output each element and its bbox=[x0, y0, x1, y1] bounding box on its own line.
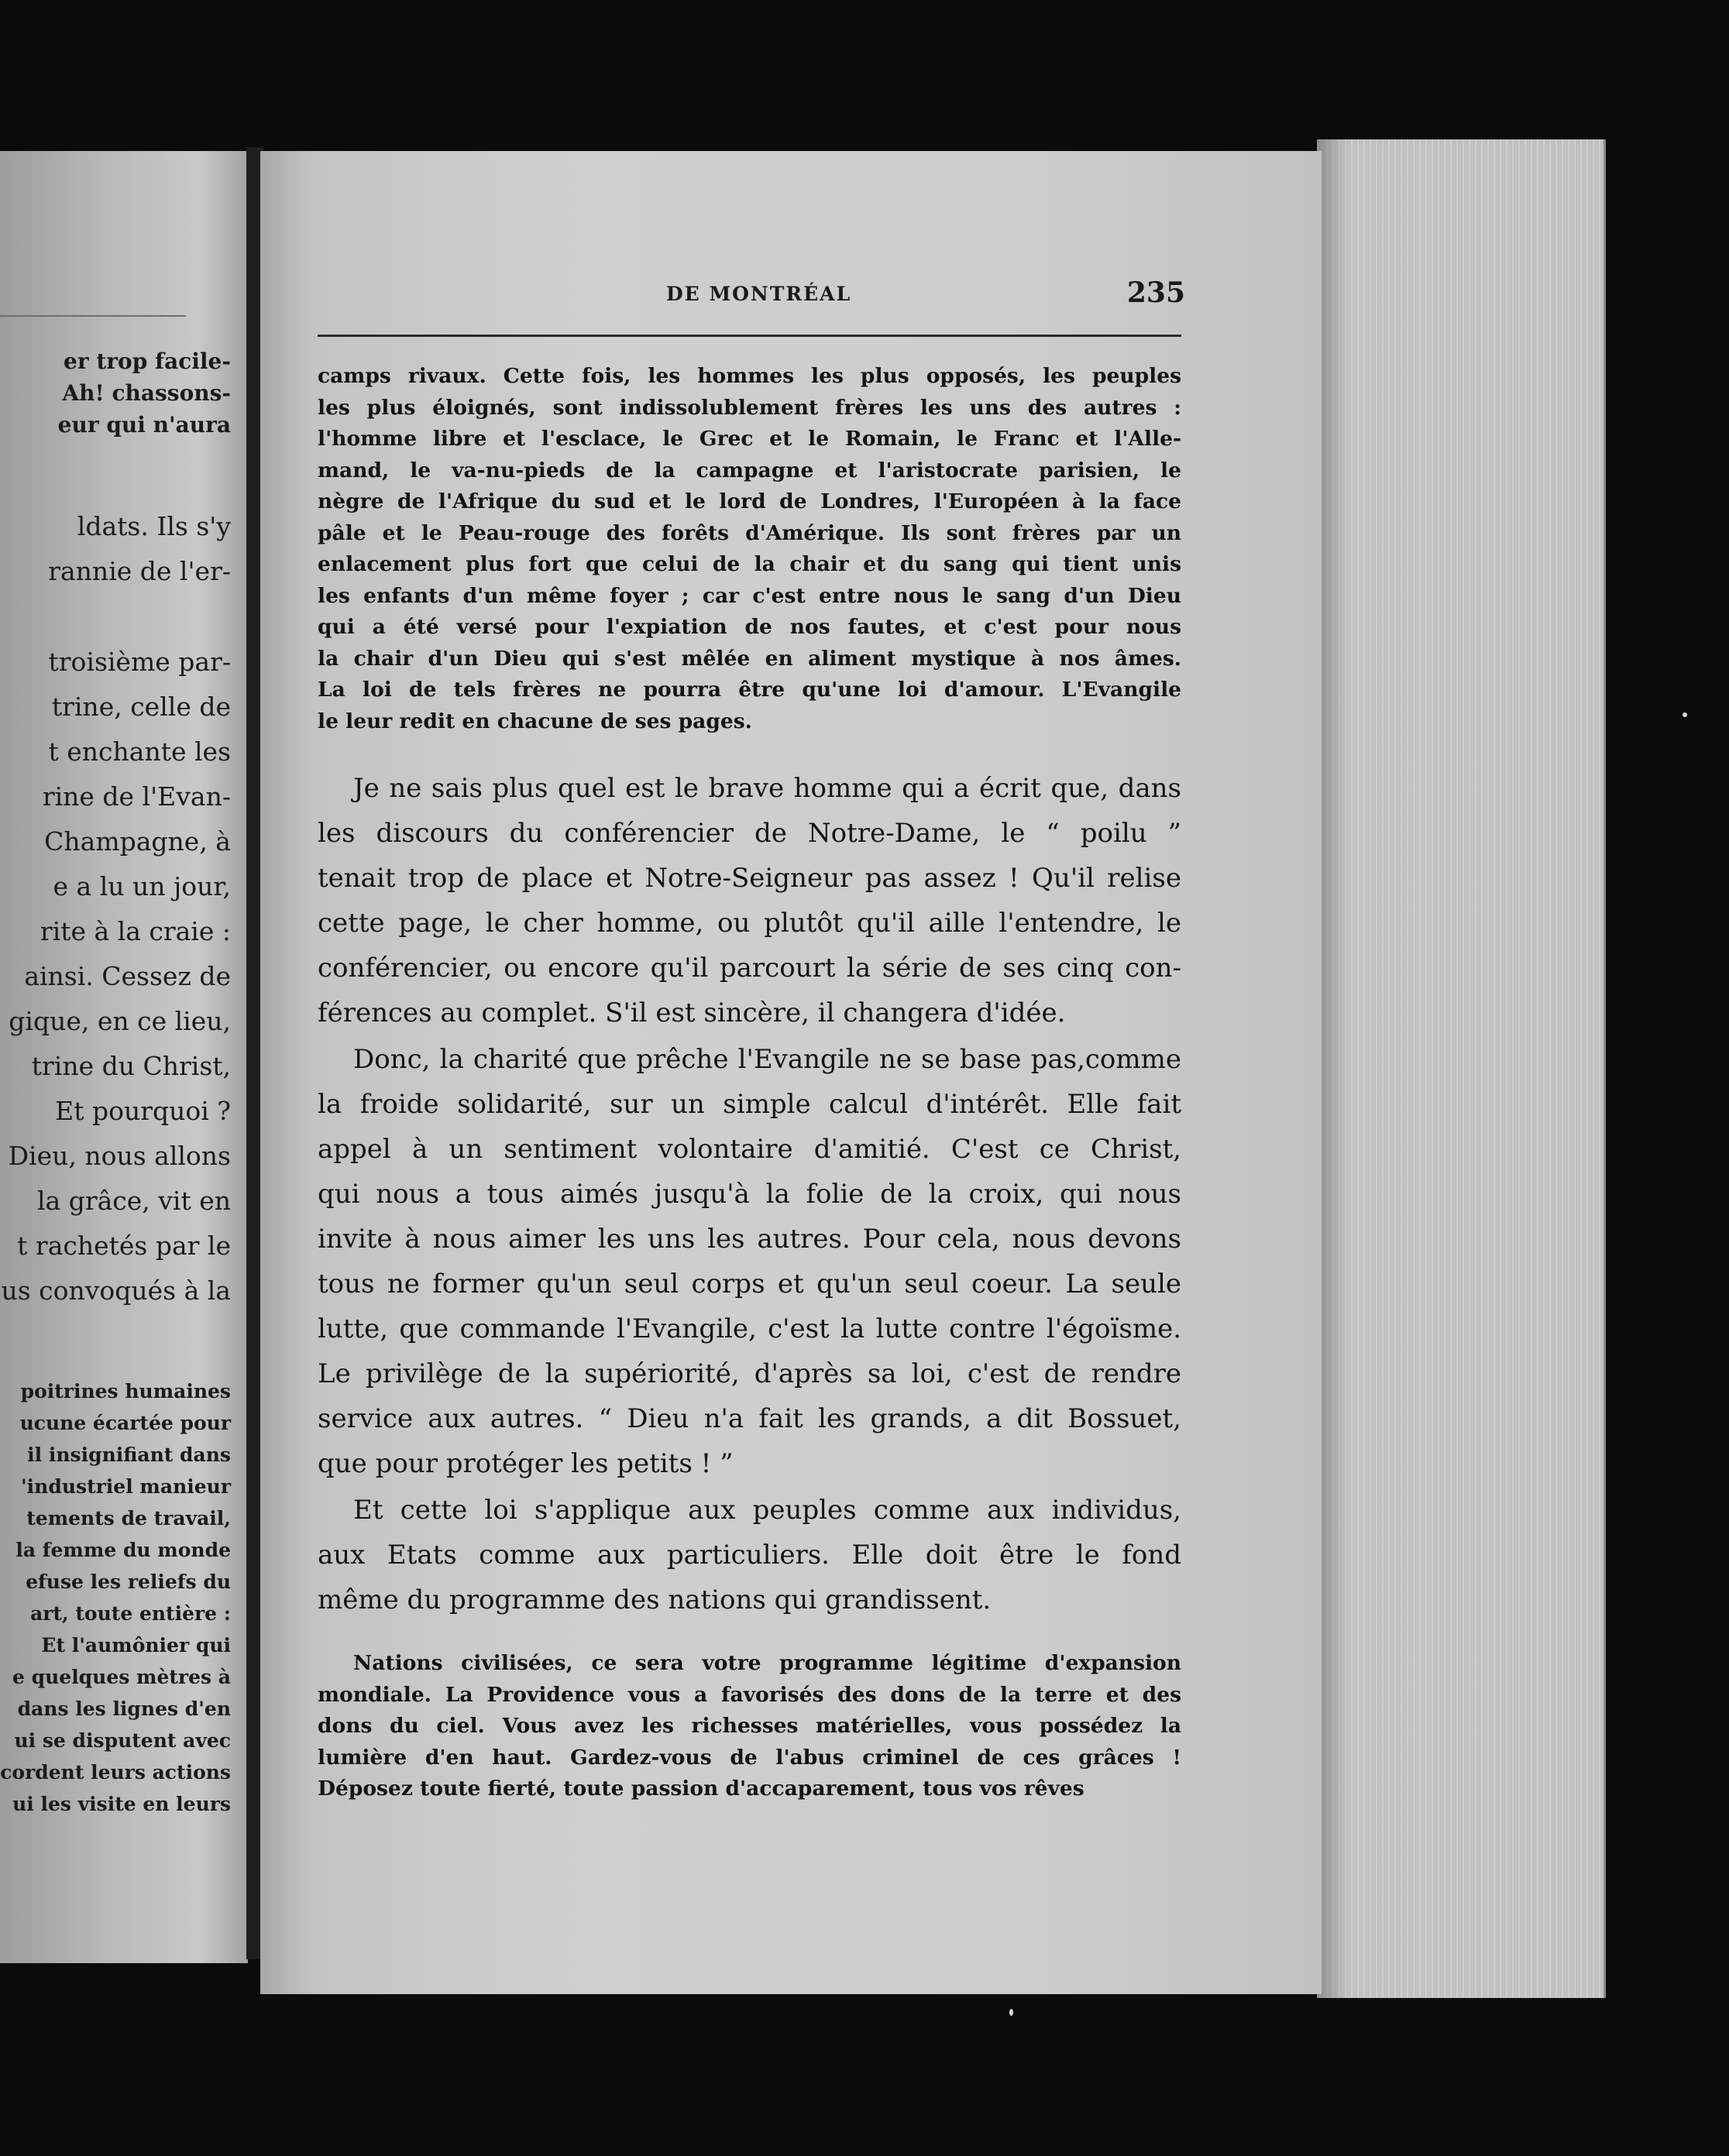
left-page-line: ui les visite en leurs bbox=[12, 1793, 231, 1815]
left-page bbox=[0, 151, 248, 1963]
left-page-line: poitrines humaines bbox=[20, 1380, 231, 1402]
left-page-line: ldats. Ils s'y bbox=[77, 511, 231, 541]
left-page-line: Et pourquoi ? bbox=[55, 1096, 231, 1126]
block2-line: dons du ciel. Vous avez les richesses matérielles, vous possédez la bbox=[318, 1714, 1181, 1738]
page-number: 235 bbox=[1126, 276, 1185, 309]
left-page-line: ucune écartée pour bbox=[19, 1412, 231, 1434]
block2-line: Nations civilisées, ce sera votre programme légitime d'expansion bbox=[353, 1651, 1181, 1675]
left-page-line: efuse les reliefs du bbox=[26, 1571, 231, 1593]
para2-line: invite à nous aimer les uns les autres. Pour cela, nous devons bbox=[318, 1224, 1181, 1255]
para3-line: même du programme des nations qui grandissent. bbox=[318, 1584, 992, 1615]
block1-line: mand, le va-nu-pieds de la campagne et l'aristocrate parisien, le bbox=[318, 458, 1181, 482]
block1-line: camps rivaux. Cette fois, les hommes les plus opposés, les peuples bbox=[318, 364, 1181, 388]
block1-line: le leur redit en chacune de ses pages. bbox=[318, 709, 752, 733]
para1-line: férences au complet. S'il est sincère, il changera d'idée. bbox=[318, 997, 1066, 1028]
dust-speck bbox=[1009, 2009, 1013, 2016]
left-page-line: er trop facile- bbox=[64, 348, 231, 374]
para2-line: que pour protéger les petits ! ” bbox=[318, 1448, 734, 1479]
para2-line: la froide solidarité, sur un simple calcul d'intérêt. Elle fait bbox=[318, 1089, 1181, 1120]
block1-line: enlacement plus fort que celui de la chair et du sang qui tient unis bbox=[318, 552, 1181, 576]
block1-line: La loi de tels frères ne pourra être qu'une loi d'amour. L'Evangile bbox=[318, 678, 1181, 702]
para3-line: aux Etats comme aux particuliers. Elle doit être le fond bbox=[318, 1540, 1181, 1571]
left-page-line: gique, en ce lieu, bbox=[9, 1006, 231, 1036]
block1-line: pâle et le Peau-rouge des forêts d'Amérique. Ils sont frères par un bbox=[318, 520, 1181, 545]
left-page-line: e quelques mètres à bbox=[12, 1666, 231, 1688]
block1-line: qui a été versé pour l'expiation de nos fautes, et c'est pour nous bbox=[318, 615, 1181, 639]
left-page-line: 'industriel manieur bbox=[21, 1475, 231, 1498]
left-page-line: trine du Christ, bbox=[31, 1051, 231, 1081]
para1-line: tenait trop de place et Notre-Seigneur pas assez ! Qu'il relise bbox=[318, 863, 1181, 894]
para1-line: cette page, le cher homme, ou plutôt qu'il aille l'entendre, le bbox=[318, 908, 1181, 939]
block1-line: nègre de l'Afrique du sud et le lord de Londres, l'Européen à la face bbox=[318, 489, 1181, 513]
left-page-line: Champagne, à bbox=[44, 826, 231, 857]
page-header bbox=[318, 276, 1185, 329]
left-page-line: tements de travail, bbox=[26, 1507, 231, 1529]
para1-line: conférencier, ou encore qu'il parcourt la série de ses cinq con- bbox=[318, 953, 1181, 984]
left-page-line: la femme du monde bbox=[15, 1539, 231, 1561]
block1-line: la chair d'un Dieu qui s'est mêlée en aliment mystique à nos âmes. bbox=[318, 646, 1181, 671]
left-page-line: rine de l'Evan- bbox=[42, 781, 231, 812]
para1-line: les discours du conférencier de Notre-Dame, le “ poilu ” bbox=[318, 818, 1181, 849]
left-page-line: t rachetés par le bbox=[17, 1231, 231, 1261]
left-page-line: art, toute entière : bbox=[30, 1602, 231, 1625]
para2-line: tous ne former qu'un seul corps et qu'un seul coeur. La seule bbox=[318, 1269, 1181, 1299]
para2-line: appel à un sentiment volontaire d'amitié. C'est ce Christ, bbox=[318, 1134, 1181, 1165]
left-page-line: trine, celle de bbox=[51, 692, 231, 722]
left-page-line: e a lu un jour, bbox=[53, 871, 231, 901]
left-page-line: eur qui n'aura bbox=[57, 412, 231, 438]
para2-line: service aux autres. “ Dieu n'a fait les grands, a dit Bossuet, bbox=[318, 1403, 1181, 1434]
left-page-line: rite à la craie : bbox=[40, 916, 231, 946]
header-rule bbox=[318, 335, 1181, 337]
left-page-line: cordent leurs actions bbox=[0, 1761, 231, 1784]
block1-line: les plus éloignés, sont indissolublement frères les uns des autres : bbox=[318, 395, 1181, 420]
left-page-line: Dieu, nous allons bbox=[8, 1141, 231, 1171]
left-page-line: Ah! chassons- bbox=[62, 380, 231, 406]
left-page-line: us convoqués à la bbox=[1, 1275, 231, 1306]
para3-line: Et cette loi s'applique aux peuples comme aux individus, bbox=[353, 1495, 1181, 1526]
left-page-line: ui se disputent avec bbox=[14, 1729, 231, 1752]
block2-line: mondiale. La Providence vous a favorisés des dons de la terre et des bbox=[318, 1682, 1181, 1707]
left-page-line: ainsi. Cessez de bbox=[24, 961, 231, 991]
left-page-line: Et l'aumônier qui bbox=[41, 1634, 231, 1656]
left-page-line: troisième par- bbox=[48, 647, 231, 677]
block2-line: Déposez toute fierté, toute passion d'accaparement, tous vos rêves bbox=[318, 1777, 1084, 1801]
para1-line: Je ne sais plus quel est le brave homme qui a écrit que, dans bbox=[353, 773, 1181, 804]
running-head: DE MONTRÉAL bbox=[666, 283, 852, 305]
block1-line: l'homme libre et l'esclace, le Grec et le Romain, le Franc et l'Alle- bbox=[318, 427, 1181, 451]
dust-speck bbox=[1683, 712, 1687, 717]
left-page-rule bbox=[0, 315, 186, 317]
left-page-line: dans les lignes d'en bbox=[17, 1698, 231, 1720]
para2-line: lutte, que commande l'Evangile, c'est la lutte contre l'égoïsme. bbox=[318, 1313, 1181, 1344]
left-page-line: il insignifiant dans bbox=[27, 1444, 231, 1466]
block1-line: les enfants d'un même foyer ; car c'est entre nous le sang d'un Dieu bbox=[318, 583, 1181, 608]
page-edges-shadow bbox=[1317, 139, 1348, 1998]
left-page-line: rannie de l'er- bbox=[48, 556, 231, 586]
block2-line: lumière d'en haut. Gardez-vous de l'abus criminel de ces grâces ! bbox=[318, 1745, 1181, 1770]
left-page-line: la grâce, vit en bbox=[36, 1186, 231, 1216]
para2-line: Donc, la charité que prêche l'Evangile ne se base pas,comme bbox=[353, 1044, 1181, 1075]
para2-line: qui nous a tous aimés jusqu'à la folie de la croix, qui nous bbox=[318, 1179, 1181, 1210]
left-page-line: t enchante les bbox=[48, 736, 231, 767]
page-edges bbox=[1317, 139, 1606, 1998]
para2-line: Le privilège de la supériorité, d'après sa loi, c'est de rendre bbox=[318, 1358, 1181, 1389]
